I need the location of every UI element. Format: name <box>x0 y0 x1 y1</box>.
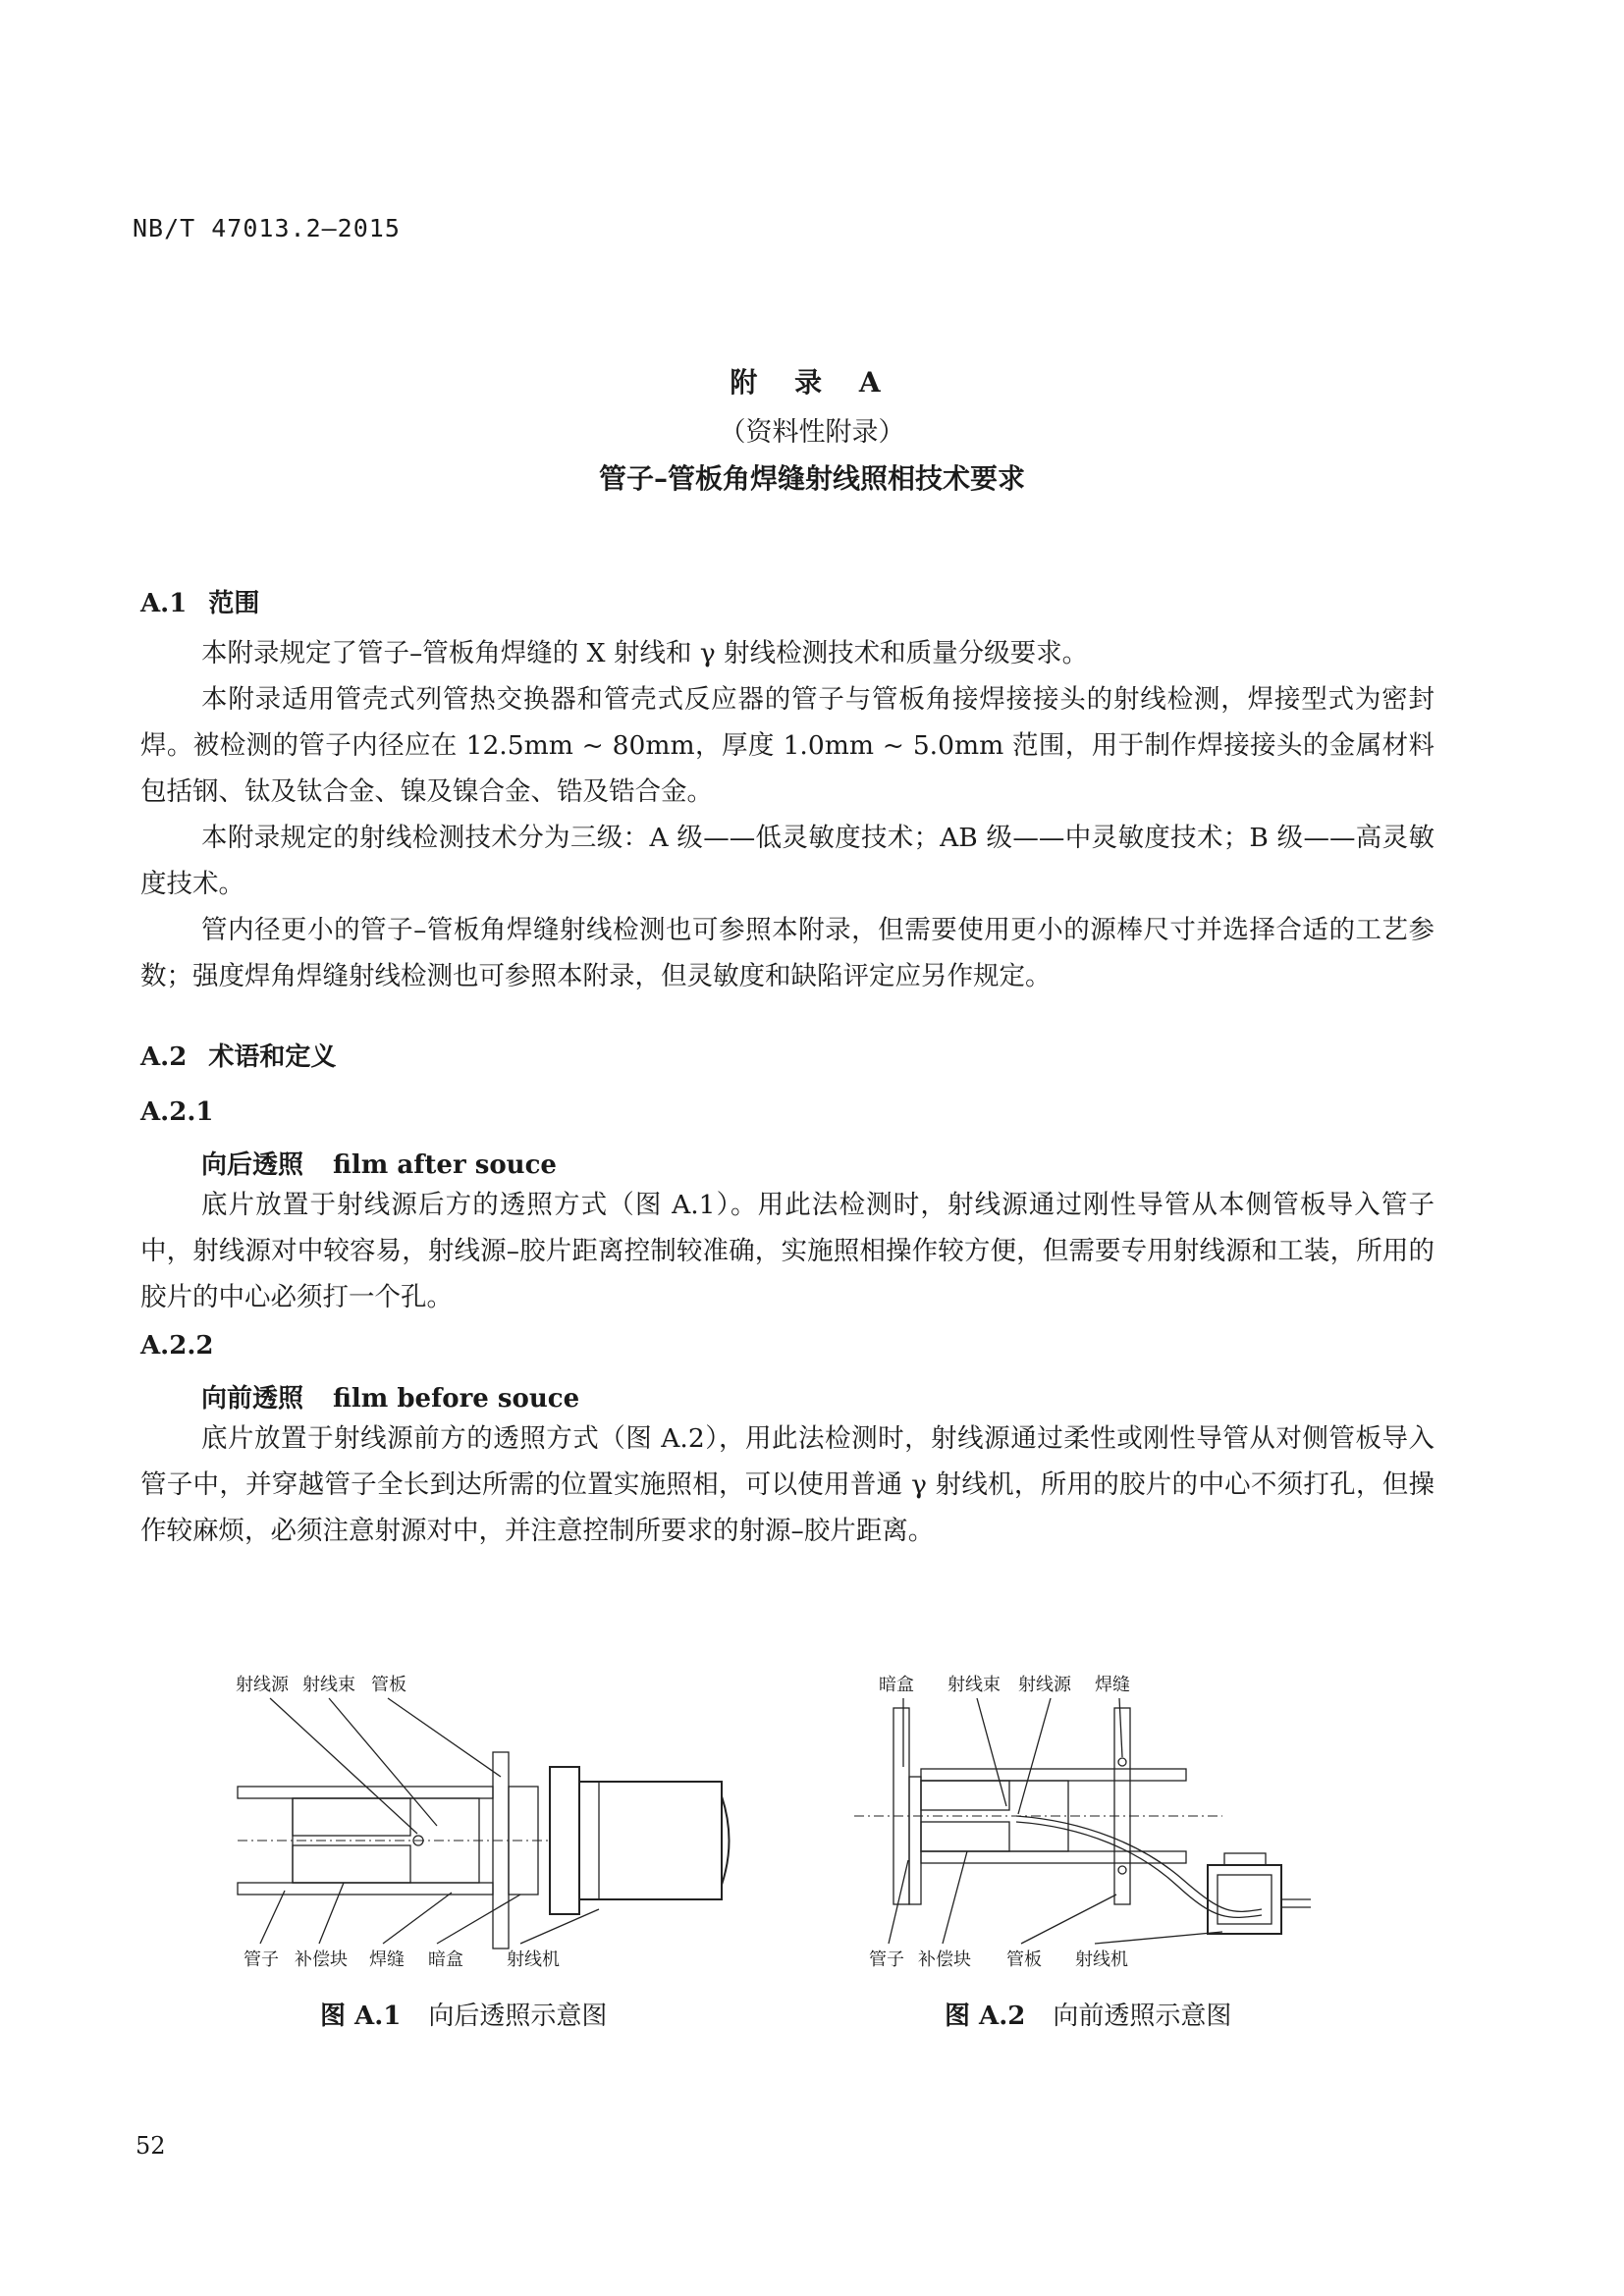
page-number: 52 <box>135 2132 166 2160</box>
term-cn: 向前透照 <box>201 1384 304 1414</box>
label-tube: 管子 <box>869 1949 904 1970</box>
figure-a1-caption <box>320 1996 607 2032</box>
label-xray-machine: 射线机 <box>507 1949 560 1970</box>
section-a21-body <box>140 1182 1435 1320</box>
section-number: A.2 <box>140 1042 188 1072</box>
section-a1-body <box>140 630 1435 999</box>
label-tube: 管子 <box>244 1949 279 1970</box>
label-tube-plate: 管板 <box>1006 1949 1042 1970</box>
label-gamma-machine: 射线机 <box>1075 1949 1128 1970</box>
paragraph: 底片放置于射线源后方的透照方式（图 A.1）。用此法检测时，射线源通过刚性导管从本侧管板导入管子中，射线源对中较容易，射线源–胶片距离控制较准确，实施照相操作较方便，但需要专用射线源和工装，所用的胶片的中心必须打一个孔。 <box>140 1190 1435 1312</box>
label-cassette: 暗盒 <box>428 1949 463 1970</box>
label-weld: 焊缝 <box>1095 1675 1130 1695</box>
figure-number: 图 A.1 <box>320 2002 402 2031</box>
section-number: A.1 <box>140 589 188 618</box>
paragraph: 本附录适用管壳式列管热交换器和管壳式反应器的管子与管板角接焊接接头的射线检测，焊接型式为密封焊。被检测的管子内径应在 12.5mm ~ 80mm，厚度 1.0mm ~ 5.0mm 范围，用于制作焊接接头的金属材料包括钢、钛及钛合金、镍及镍合金、锆及锆合金。 <box>140 684 1435 807</box>
label-tube-plate: 管板 <box>371 1675 406 1695</box>
standard-code: NB/T 47013.2—2015 <box>133 214 401 242</box>
term-en: film before souce <box>333 1384 580 1414</box>
section-a22-body <box>140 1415 1435 1554</box>
label-compensation-block: 补偿块 <box>295 1949 348 1970</box>
figure-title: 向后透照示意图 <box>428 2002 608 2031</box>
term-a21 <box>201 1145 557 1181</box>
term-a22 <box>201 1378 579 1415</box>
paragraph: 管内径更小的管子–管板角焊缝射线检测也可参照本附录，但需要使用更小的源棒尺寸并选择合适的工艺参数；强度焊角焊缝射线检测也可参照本附录，但灵敏度和缺陷评定应另作规定。 <box>140 915 1435 991</box>
term-en: film after souce <box>333 1150 557 1180</box>
paragraph: 本附录规定的射线检测技术分为三级：A 级——低灵敏度技术；AB 级——中灵敏度技术；B 级——高灵敏度技术。 <box>140 823 1435 899</box>
term-cn: 向后透照 <box>201 1150 304 1180</box>
label-compensation-block: 补偿块 <box>918 1949 971 1970</box>
figure-a2-diagram <box>849 1659 1360 1973</box>
paragraph: 本附录规定了管子–管板角焊缝的 X 射线和 γ 射线检测技术和质量分级要求。 <box>201 638 1089 668</box>
appendix-title: 管子–管板角焊缝射线照相技术要求 <box>598 462 1025 495</box>
label-ray-beam: 射线束 <box>302 1675 355 1695</box>
label-weld: 焊缝 <box>369 1949 405 1970</box>
label-ray-source: 射线源 <box>1018 1675 1071 1695</box>
label-ray-source: 射线源 <box>236 1675 289 1695</box>
section-title: 范围 <box>208 589 260 618</box>
appendix-subtitle: （资料性附录） <box>719 417 905 448</box>
section-a21-number: A.2.1 <box>140 1097 214 1127</box>
figure-number: 图 A.2 <box>945 2002 1026 2031</box>
section-a2-heading <box>140 1037 336 1073</box>
label-cassette: 暗盒 <box>879 1675 914 1695</box>
figure-a2-caption <box>945 1996 1231 2032</box>
section-a22-number: A.2.2 <box>140 1331 214 1361</box>
section-a1-heading <box>140 583 259 619</box>
label-ray-beam: 射线束 <box>947 1675 1001 1695</box>
paragraph: 底片放置于射线源前方的透照方式（图 A.2），用此法检测时，射线源通过柔性或刚性导管从对侧管板导入管子中，并穿越管子全长到达所需的位置实施照相，可以使用普通 γ 射线机，所用的胶片的中心不须打孔，但操作较麻烦，必须注意射源对中，并注意控制所要求的射源–胶片距离。 <box>140 1423 1435 1546</box>
figure-a1-diagram <box>226 1659 776 1973</box>
appendix-label: 附 录 A <box>730 366 894 399</box>
figure-title: 向前透照示意图 <box>1053 2002 1232 2031</box>
section-title: 术语和定义 <box>208 1042 337 1072</box>
